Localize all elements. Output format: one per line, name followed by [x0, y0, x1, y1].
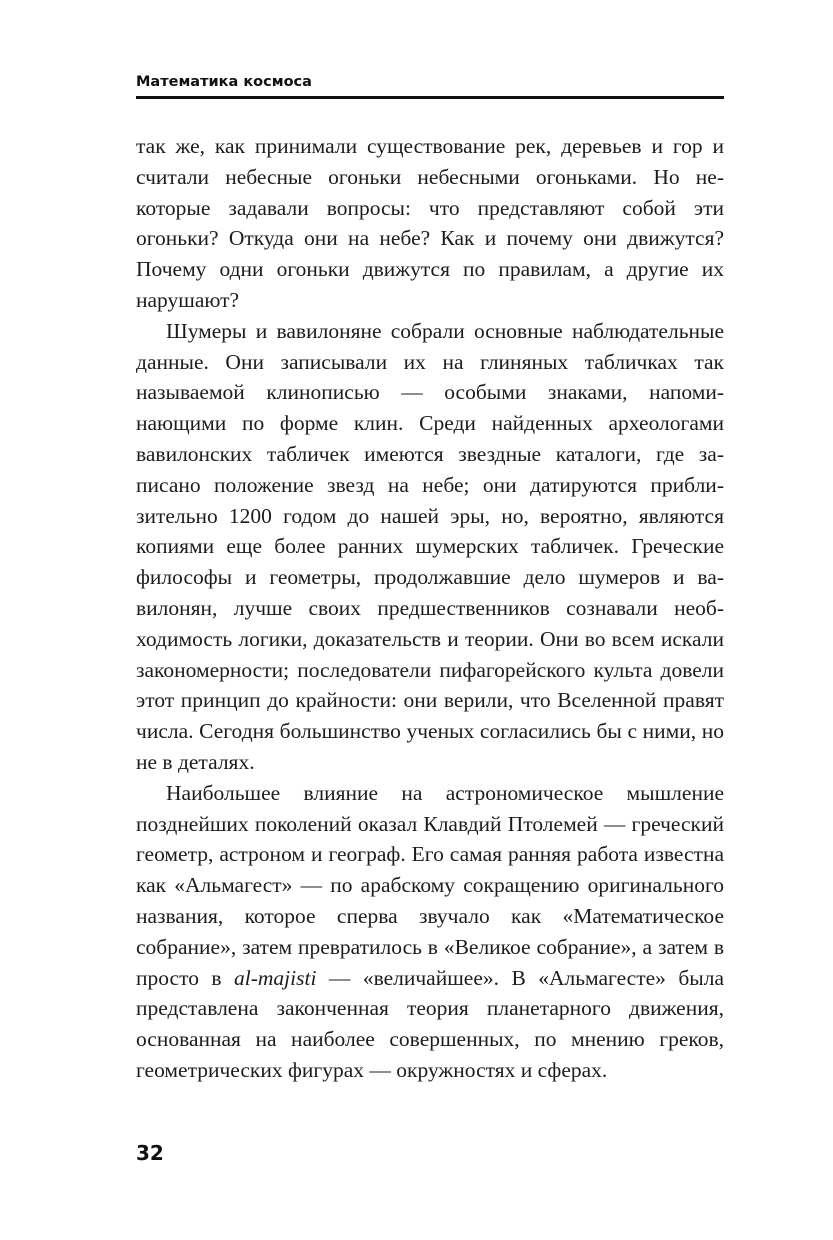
paragraph	[136, 131, 724, 316]
italic-text-run: al-majisti	[234, 965, 317, 990]
paragraph	[136, 778, 724, 1086]
paragraph	[136, 316, 724, 778]
page-number: 32	[136, 1141, 164, 1165]
text-run: Наибольшее влияние на астрономическое мышление позднейших поколений оказал Клавдий Птолемей — греческий геометр, астроном и географ. Его самая ранняя работа известна как «Альмагест» — по арабскому сокращению оригинального названия, которое сперва звучало как «Математическое собрание», затем превратилось в «Великое собрание», а затем в просто в	[136, 780, 724, 990]
text-run: — «величайшее». В «Альмагесте» была представлена законченная теория планетарного движения, основанная на наиболее совершенных, по мнению греков, геометрических фигурах — окружностях и сферах.	[136, 965, 724, 1082]
text-run: так же, как принимали существование рек, деревьев и гор и считали небесные огоньки небесными огоньками. Но некоторые задавали вопросы: что представляют собой эти огоньки? Откуда они на небе? Как и почему они движутся? Почему одни огоньки движутся по правилам, а другие их нарушают?	[136, 134, 724, 312]
running-head: Математика космоса	[136, 74, 312, 90]
body-text	[136, 131, 724, 1086]
header-rule	[136, 96, 724, 99]
text-run: Шумеры и вавилоняне собрали основные наблюдательные данные. Они записывали их на глиняных табличках так называемой клинописью — особыми знаками, напоминающими по форме клин. Среди найденных археологами вавилонских табличек имеются звездные каталоги, где записано положение звезд на небе; они датируются приблизительно 1200 годом до нашей эры, но, вероятно, являются копиями еще более ранних шумерских табличек. Греческие философы и геометры, продолжавшие дело шумеров и вавилонян, лучше своих предшественников сознавали необходимость логики, доказательств и теории. Они во всем искали закономерности; последователи пифагорейского культа довели этот принцип до крайности: они верили, что Вселенной правят числа. Сегодня большинство ученых согласились бы с ними, но не в деталях.	[136, 318, 724, 774]
